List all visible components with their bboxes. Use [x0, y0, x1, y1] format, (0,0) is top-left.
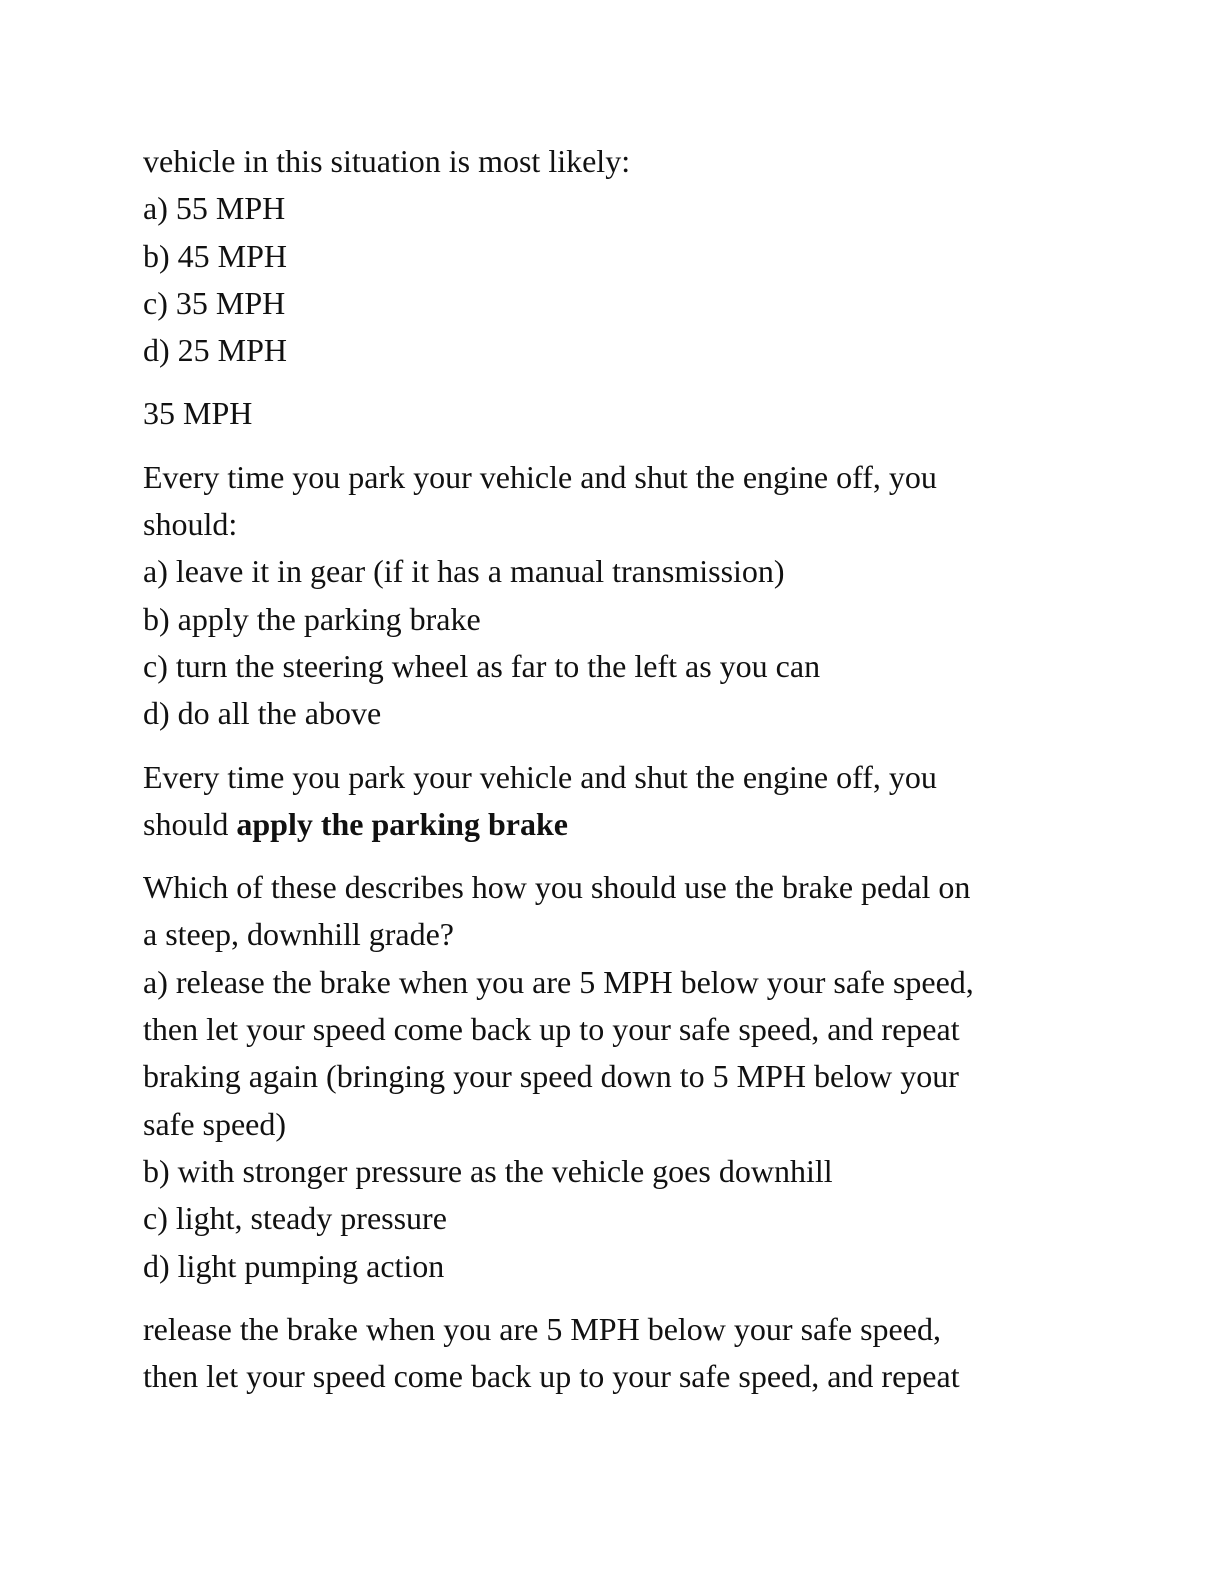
- question-3-option-a-line-2: then let your speed come back up to your safe speed, and repeat: [143, 1011, 960, 1048]
- question-1-option-a: a) 55 MPH: [143, 190, 286, 227]
- question-3: [143, 864, 1083, 1290]
- question-3-option-b: b) with stronger pressure as the vehicle goes downhill: [143, 1152, 833, 1189]
- question-1-stem: vehicle in this situation is most likely:: [143, 143, 631, 179]
- question-2-stem-line-1: Every time you park your vehicle and shut the engine off, you: [143, 458, 937, 495]
- question-3-stem-line-2: a steep, downhill grade?: [143, 916, 454, 953]
- answer-1: [143, 390, 1083, 437]
- answer-2-line-1: Every time you park your vehicle and shut the engine off, you: [143, 758, 937, 795]
- answer-2-line-2: [143, 801, 1083, 848]
- answer-3-line-2: then let your speed come back up to your safe speed, and repeat: [143, 1358, 960, 1395]
- question-3-option-d: d) light pumping action: [143, 1247, 445, 1284]
- document-page: [143, 138, 1083, 1416]
- answer-2: [143, 754, 1083, 849]
- question-2-option-b: b) apply the parking brake: [143, 600, 481, 637]
- question-1-option-b: b) 45 MPH: [143, 237, 288, 274]
- answer-3: [143, 1306, 1083, 1401]
- question-1: [143, 138, 1083, 374]
- question-1-option-d: d) 25 MPH: [143, 332, 288, 369]
- question-2-option-d: d) do all the above: [143, 695, 382, 732]
- answer-2-bold-answer: apply the parking brake: [236, 805, 568, 842]
- question-3-option-a-line-1: a) release the brake when you are 5 MPH below your safe speed,: [143, 963, 974, 1000]
- question-2: [143, 454, 1083, 738]
- question-3-option-a-line-4: safe speed): [143, 1105, 287, 1142]
- question-2-option-c: c) turn the steering wheel as far to the left as you can: [143, 647, 821, 684]
- question-3-option-a-line-3: braking again (bringing your speed down to 5 MPH below your: [143, 1058, 959, 1095]
- question-3-stem-line-1: Which of these describes how you should use the brake pedal on: [143, 869, 971, 906]
- question-1-option-c: c) 35 MPH: [143, 284, 286, 321]
- answer-2-prefix: should: [143, 805, 237, 842]
- answer-3-line-1: release the brake when you are 5 MPH below your safe speed,: [143, 1310, 941, 1347]
- answer-1-text: 35 MPH: [143, 395, 253, 432]
- question-3-option-c: c) light, steady pressure: [143, 1200, 447, 1237]
- question-2-option-a: a) leave it in gear (if it has a manual transmission): [143, 553, 785, 590]
- question-2-stem-line-2: should:: [143, 506, 238, 543]
